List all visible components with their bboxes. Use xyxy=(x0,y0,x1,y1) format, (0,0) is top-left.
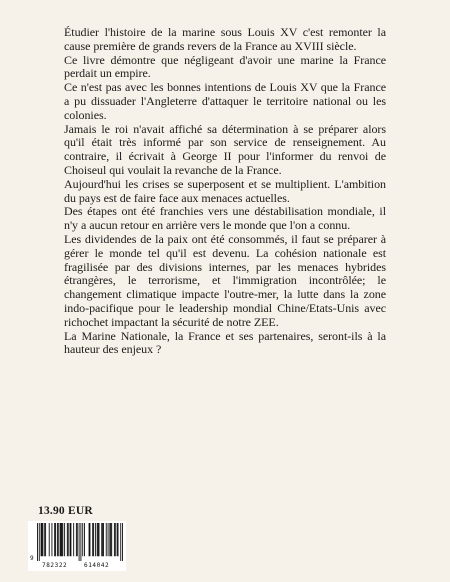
barcode-bar xyxy=(37,523,38,561)
barcode-bar xyxy=(90,523,91,556)
barcode-bar xyxy=(49,523,50,556)
barcode-bar xyxy=(79,523,80,561)
barcode-bar xyxy=(55,523,56,556)
blurb-paragraph: Ce n'est pas avec les bonnes intentions de Louis XV que la France a pu dissuader l'Angleterre d'attaquer le territoire national ou les colonies. xyxy=(64,80,386,122)
barcode-bar xyxy=(114,523,115,556)
barcode-bar xyxy=(95,523,96,556)
barcode-bar xyxy=(118,523,119,556)
blurb-paragraph: Des étapes ont été franchies vers une déstabilisation mondiale, il n'y a aucun retour en arrière vers le monde que l'on a connu. xyxy=(64,204,386,233)
price-label: 13.90 EUR xyxy=(38,505,93,517)
barcode-bar xyxy=(70,523,71,556)
barcode-bar xyxy=(99,523,100,556)
barcode-bar xyxy=(68,523,69,556)
barcode-bar xyxy=(84,523,85,556)
barcode-bar xyxy=(76,523,77,556)
barcode-bar xyxy=(120,523,121,561)
barcode-bar xyxy=(45,523,46,556)
barcode-bar xyxy=(73,523,74,556)
barcode-bar xyxy=(42,523,43,556)
barcode-bar xyxy=(110,523,111,556)
barcode-bar xyxy=(77,523,78,556)
isbn-left-group: 782322 xyxy=(42,562,68,569)
barcode-bar xyxy=(42,523,43,556)
barcode-bar xyxy=(44,523,45,556)
barcode-bar xyxy=(61,523,62,556)
barcode-bar xyxy=(92,523,93,556)
barcode-bar xyxy=(67,523,68,556)
barcode-bar xyxy=(111,523,112,556)
barcode-bar xyxy=(115,523,116,556)
barcode-bar xyxy=(93,523,94,556)
barcode-bar xyxy=(97,523,98,556)
barcode-bar xyxy=(61,523,62,556)
barcode-bar xyxy=(103,523,104,556)
barcode-bar xyxy=(82,523,83,556)
blurb-paragraph: Les dividendes de la paix ont été consommés, il faut se préparer à gérer le monde tel qu'il est devenu. La cohésion nationale est fragilisée par des divisions internes, par les menaces hybrides étrangères, le terrorisme, et l'immigration incontrôlée; le changement climatique impacte l'outre-mer, la lutte dans la zone indo-pacifique pour le leadership mondial Chine/Etats-Unis avec richochet impactant la sécurité de notre ZEE. xyxy=(64,231,386,329)
barcode-bar xyxy=(70,523,71,556)
barcode-bar xyxy=(108,523,109,556)
barcode-bar xyxy=(57,523,58,556)
barcode-bar xyxy=(98,523,99,556)
barcode-bar xyxy=(106,523,107,556)
isbn-barcode xyxy=(28,521,126,571)
barcode-bar xyxy=(80,523,81,561)
blurb-paragraph: Ce livre démontre que négligeant d'avoir une marine la France perdait un empire. xyxy=(64,52,386,81)
barcode-bar xyxy=(60,523,61,556)
barcode-bar xyxy=(101,523,102,556)
barcode-bar xyxy=(62,523,63,556)
barcode-bar xyxy=(51,523,52,556)
barcode-bar xyxy=(54,523,55,556)
barcode-bar xyxy=(39,523,40,561)
blurb-paragraph: Aujourd'hui les crises se superposent et se multiplient. L'ambition du pays est de faire face aux menaces actuelles. xyxy=(64,176,386,205)
barcode-bar xyxy=(64,523,65,556)
blurb-paragraph: La Marine Nationale, la France et ses partenaires, seront-ils à la hauteur des enjeux ? xyxy=(64,328,386,357)
blurb-paragraph: Étudier l'histoire de la marine sous Louis XV c'est remonter la cause première de grands revers de la France au XVIII siècle. xyxy=(64,25,386,53)
isbn-lead-digit: 9 xyxy=(30,555,34,562)
blurb-paragraph: Jamais le roi n'avait affiché sa détermination à se préparer alors qu'il était très informé par son service de renseignement. Au contraire, il écrivait à George II pour l'informer du renvoi de Choiseul qui voulait la revanche de la France. xyxy=(64,121,386,177)
barcode-bar xyxy=(102,523,103,556)
barcode-bar xyxy=(109,523,110,556)
barcode-bar xyxy=(41,523,42,556)
barcode-bar xyxy=(58,523,59,556)
barcode-bar xyxy=(117,523,118,556)
barcode-bar xyxy=(122,523,123,561)
isbn-right-group: 614042 xyxy=(84,562,110,569)
barcode-bars xyxy=(37,523,123,561)
barcode-bar xyxy=(89,523,90,556)
isbn-digits xyxy=(28,555,126,570)
back-cover-blurb xyxy=(64,26,386,357)
